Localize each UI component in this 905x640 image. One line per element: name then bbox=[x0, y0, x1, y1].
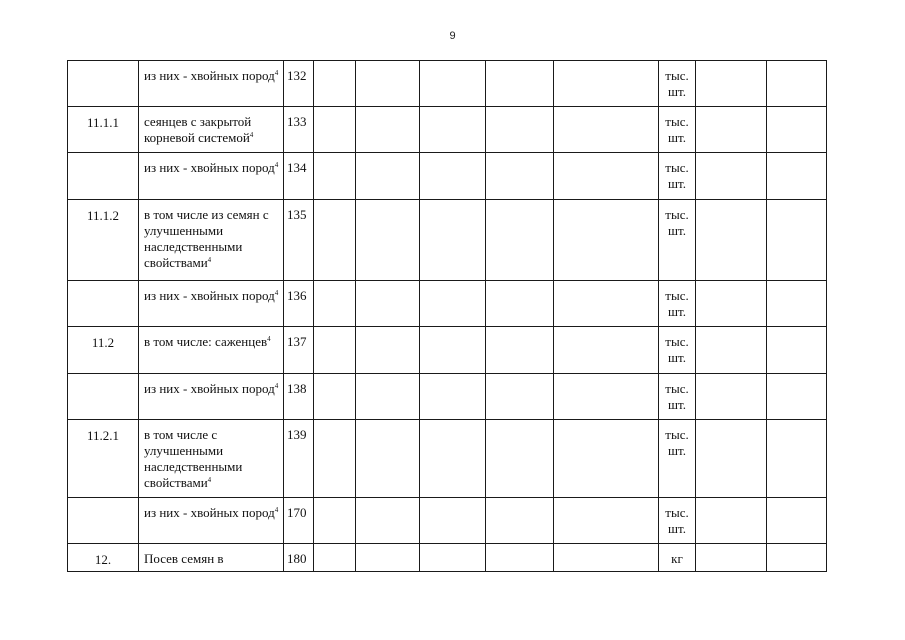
empty-data-cell bbox=[554, 374, 659, 420]
footnote-mark: 4 bbox=[267, 335, 271, 343]
empty-data-cell bbox=[314, 544, 356, 572]
row-name-cell bbox=[139, 61, 284, 107]
footnote-mark: 4 bbox=[207, 476, 212, 484]
empty-data-cell bbox=[356, 374, 420, 420]
unit-label: шт. bbox=[668, 443, 686, 458]
empty-data-cell bbox=[486, 153, 554, 200]
unit-label: тыс. bbox=[665, 288, 689, 303]
unit-label: тыс. bbox=[665, 160, 689, 175]
footnote-mark: 4 bbox=[249, 131, 254, 139]
empty-data-cell bbox=[767, 153, 827, 200]
empty-data-cell bbox=[420, 327, 486, 374]
empty-data-cell bbox=[314, 498, 356, 544]
unit-label: тыс. bbox=[665, 427, 689, 442]
form-table bbox=[67, 60, 827, 572]
row-code: 180 bbox=[284, 544, 314, 572]
footnote-mark: 4 bbox=[274, 382, 279, 390]
unit-cell bbox=[659, 281, 696, 327]
unit-cell bbox=[659, 498, 696, 544]
unit-label: тыс. bbox=[665, 207, 689, 222]
row-name: Посев семян в bbox=[144, 551, 224, 566]
row-name: из них - хвойных пород bbox=[144, 288, 275, 303]
empty-data-cell bbox=[420, 61, 486, 107]
unit-label: тыс. bbox=[665, 505, 689, 520]
empty-data-cell bbox=[314, 153, 356, 200]
row-name: из них - хвойных пород bbox=[144, 381, 275, 396]
empty-data-cell bbox=[696, 498, 767, 544]
unit-label: шт. bbox=[668, 304, 686, 319]
empty-data-cell bbox=[420, 200, 486, 281]
table-row bbox=[68, 327, 827, 374]
row-name-cell bbox=[139, 544, 284, 572]
row-name: сеянцев с закрытой корневой системой bbox=[144, 114, 252, 145]
empty-data-cell bbox=[767, 544, 827, 572]
row-code: 138 bbox=[284, 374, 314, 420]
unit-label: тыс. bbox=[665, 381, 689, 396]
row-code: 135 bbox=[284, 200, 314, 281]
empty-data-cell bbox=[314, 420, 356, 498]
row-name: в том числе из семян с улучшенными наследственными свойствами bbox=[144, 207, 269, 270]
empty-data-cell bbox=[767, 200, 827, 281]
empty-data-cell bbox=[356, 107, 420, 153]
empty-data-cell bbox=[486, 107, 554, 153]
empty-data-cell bbox=[486, 498, 554, 544]
empty-data-cell bbox=[767, 61, 827, 107]
unit-label: шт. bbox=[668, 130, 686, 145]
footnote-mark: 4 bbox=[274, 161, 279, 169]
row-code: 133 bbox=[284, 107, 314, 153]
footnote-mark: 4 bbox=[207, 256, 212, 264]
empty-data-cell bbox=[486, 420, 554, 498]
empty-data-cell bbox=[696, 107, 767, 153]
empty-data-cell bbox=[767, 374, 827, 420]
row-name: из них - хвойных пород bbox=[144, 160, 275, 175]
table-row bbox=[68, 498, 827, 544]
empty-data-cell bbox=[356, 200, 420, 281]
table-row bbox=[68, 153, 827, 200]
table-row bbox=[68, 107, 827, 153]
empty-data-cell bbox=[420, 153, 486, 200]
table-row bbox=[68, 61, 827, 107]
table-row bbox=[68, 544, 827, 572]
table-row bbox=[68, 420, 827, 498]
row-name-cell bbox=[139, 153, 284, 200]
empty-data-cell bbox=[356, 498, 420, 544]
unit-label: кг bbox=[671, 551, 683, 566]
empty-data-cell bbox=[356, 61, 420, 107]
row-code: 132 bbox=[284, 61, 314, 107]
unit-label: тыс. bbox=[665, 114, 689, 129]
empty-data-cell bbox=[554, 153, 659, 200]
empty-data-cell bbox=[356, 420, 420, 498]
empty-data-cell bbox=[767, 327, 827, 374]
row-number bbox=[68, 153, 139, 200]
empty-data-cell bbox=[356, 544, 420, 572]
empty-data-cell bbox=[696, 327, 767, 374]
footnote-mark: 4 bbox=[274, 506, 279, 514]
empty-data-cell bbox=[554, 420, 659, 498]
empty-data-cell bbox=[420, 420, 486, 498]
unit-cell bbox=[659, 544, 696, 572]
empty-data-cell bbox=[554, 281, 659, 327]
row-name-cell bbox=[139, 327, 284, 374]
unit-cell bbox=[659, 420, 696, 498]
empty-data-cell bbox=[696, 544, 767, 572]
empty-data-cell bbox=[420, 544, 486, 572]
empty-data-cell bbox=[356, 327, 420, 374]
empty-data-cell bbox=[696, 420, 767, 498]
unit-label: тыс. bbox=[665, 334, 689, 349]
empty-data-cell bbox=[486, 374, 554, 420]
row-name-cell bbox=[139, 498, 284, 544]
empty-data-cell bbox=[314, 61, 356, 107]
unit-cell bbox=[659, 153, 696, 200]
row-name: из них - хвойных пород bbox=[144, 68, 275, 83]
row-number: 11.1.1 bbox=[68, 107, 139, 153]
row-name-cell bbox=[139, 374, 284, 420]
unit-cell bbox=[659, 107, 696, 153]
row-number: 11.2.1 bbox=[68, 420, 139, 498]
row-name-cell bbox=[139, 420, 284, 498]
empty-data-cell bbox=[486, 544, 554, 572]
empty-data-cell bbox=[767, 420, 827, 498]
empty-data-cell bbox=[314, 281, 356, 327]
empty-data-cell bbox=[314, 374, 356, 420]
row-name-cell bbox=[139, 107, 284, 153]
empty-data-cell bbox=[314, 107, 356, 153]
row-name-cell bbox=[139, 200, 284, 281]
table-row bbox=[68, 281, 827, 327]
unit-label: шт. bbox=[668, 397, 686, 412]
unit-label: шт. bbox=[668, 521, 686, 536]
empty-data-cell bbox=[696, 281, 767, 327]
empty-data-cell bbox=[420, 281, 486, 327]
empty-data-cell bbox=[486, 61, 554, 107]
empty-data-cell bbox=[767, 107, 827, 153]
unit-cell bbox=[659, 61, 696, 107]
unit-label: шт. bbox=[668, 84, 686, 99]
row-code: 139 bbox=[284, 420, 314, 498]
empty-data-cell bbox=[696, 61, 767, 107]
row-code: 136 bbox=[284, 281, 314, 327]
empty-data-cell bbox=[486, 281, 554, 327]
unit-cell bbox=[659, 327, 696, 374]
empty-data-cell bbox=[314, 200, 356, 281]
row-number: 11.1.2 bbox=[68, 200, 139, 281]
empty-data-cell bbox=[767, 281, 827, 327]
empty-data-cell bbox=[554, 200, 659, 281]
unit-label: шт. bbox=[668, 176, 686, 191]
row-name-cell bbox=[139, 281, 284, 327]
empty-data-cell bbox=[356, 153, 420, 200]
empty-data-cell bbox=[554, 61, 659, 107]
empty-data-cell bbox=[420, 374, 486, 420]
row-name: в том числе: саженцев bbox=[144, 334, 268, 349]
empty-data-cell bbox=[696, 153, 767, 200]
table-row bbox=[68, 374, 827, 420]
unit-cell bbox=[659, 200, 696, 281]
empty-data-cell bbox=[356, 281, 420, 327]
empty-data-cell bbox=[486, 327, 554, 374]
row-code: 170 bbox=[284, 498, 314, 544]
table-row bbox=[68, 200, 827, 281]
empty-data-cell bbox=[314, 327, 356, 374]
footnote-mark: 4 bbox=[274, 289, 279, 297]
row-number: 11.2 bbox=[68, 327, 139, 374]
row-number bbox=[68, 281, 139, 327]
row-number bbox=[68, 498, 139, 544]
unit-label: тыс. bbox=[665, 68, 689, 83]
empty-data-cell bbox=[420, 498, 486, 544]
row-name: в том числе с улучшенными наследственными свойствами bbox=[144, 427, 243, 490]
empty-data-cell bbox=[696, 200, 767, 281]
empty-data-cell bbox=[554, 107, 659, 153]
empty-data-cell bbox=[554, 498, 659, 544]
row-name: из них - хвойных пород bbox=[144, 505, 275, 520]
row-code: 137 bbox=[284, 327, 314, 374]
unit-label: шт. bbox=[668, 223, 686, 238]
empty-data-cell bbox=[554, 544, 659, 572]
unit-cell bbox=[659, 374, 696, 420]
row-number bbox=[68, 374, 139, 420]
page-number: 9 bbox=[449, 30, 456, 42]
empty-data-cell bbox=[767, 498, 827, 544]
empty-data-cell bbox=[420, 107, 486, 153]
empty-data-cell bbox=[696, 374, 767, 420]
row-number bbox=[68, 61, 139, 107]
unit-label: шт. bbox=[668, 350, 686, 365]
empty-data-cell bbox=[554, 327, 659, 374]
row-number: 12. bbox=[68, 544, 139, 572]
empty-data-cell bbox=[486, 200, 554, 281]
footnote-mark: 4 bbox=[274, 69, 279, 77]
row-code: 134 bbox=[284, 153, 314, 200]
